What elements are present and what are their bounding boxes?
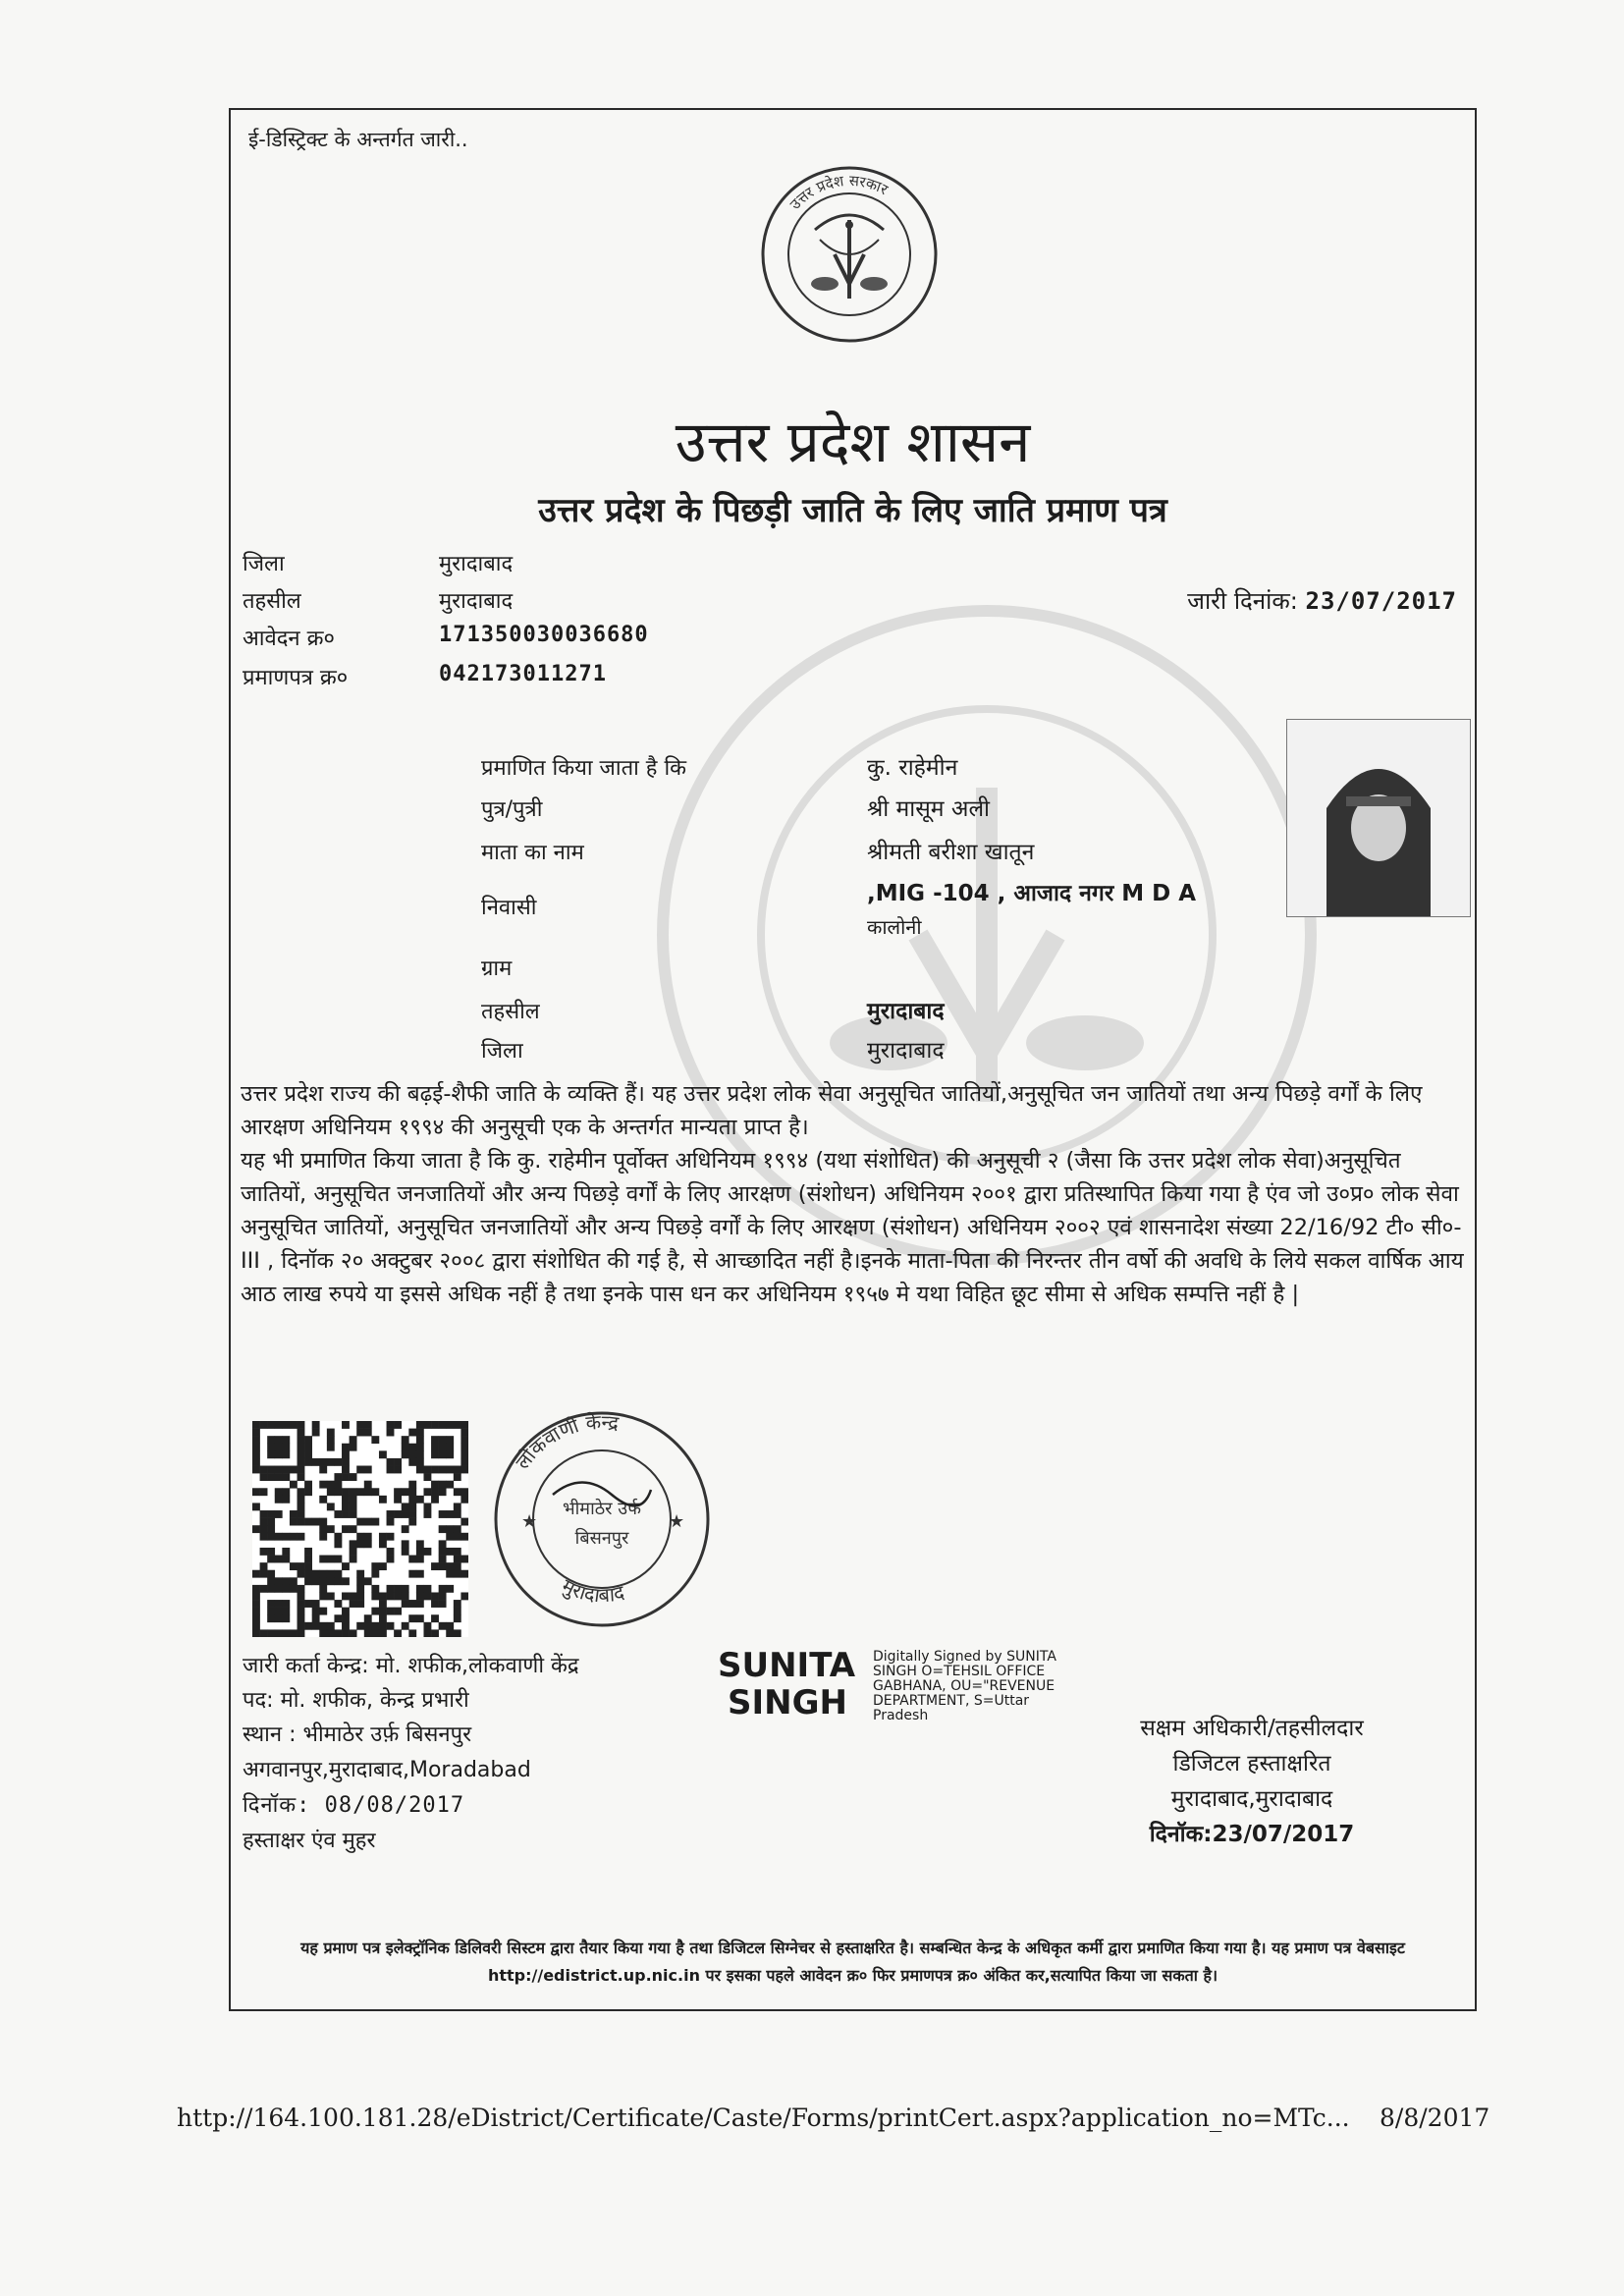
applicant-photo	[1286, 719, 1471, 917]
tehsil-label: तहसील	[243, 589, 301, 614]
seal-star-left-icon: ★	[521, 1511, 538, 1532]
certificate-number-label: प्रमाणपत्र क्र०	[243, 666, 349, 690]
officer-digital-signed: डिजिटल हस्ताक्षरित	[1172, 1751, 1331, 1777]
officer-date: दिनॉक:23/07/2017	[1149, 1822, 1355, 1847]
issuer-date: दिनॉक: 08/08/2017	[243, 1793, 465, 1818]
print-url: http://164.100.181.28/eDistrict/Certificate/Caste/Forms/printCert.aspx?application_no=MTc...	[177, 2104, 1350, 2132]
detail-value-address: ,MIG -104 , आजाद नगर M D A	[867, 881, 1197, 906]
svg-text:मुरादाबाद	[558, 1574, 626, 1608]
seal-middle-line2: बिसनपुर	[574, 1528, 629, 1549]
detail-label-parent: पुत्र/पुत्री	[481, 797, 543, 822]
issue-date	[1187, 584, 1457, 617]
signature-name-line2: SINGH	[728, 1683, 847, 1722]
lokvani-seal	[484, 1401, 720, 1637]
detail-label-district: जिला	[481, 1039, 523, 1064]
detail-label-mother: माता का नाम	[481, 841, 584, 865]
issue-date-value: 23/07/2017	[1305, 587, 1457, 615]
detail-label-certified: प्रमाणित किया जाता है कि	[481, 756, 687, 781]
certificate-frame	[229, 108, 1477, 2011]
tehsil-value: मुरादाबाद	[439, 589, 514, 614]
district-label: जिला	[243, 552, 285, 576]
seal-star-right-icon: ★	[669, 1511, 685, 1532]
certificate-title: उत्तर प्रदेश के पिछड़ी जाति के लिए जाति प्रमाण पत्र	[538, 491, 1167, 530]
certificate-body	[241, 1077, 1466, 1311]
svg-text:उत्तर प्रदेश सरकार	[786, 172, 892, 213]
svg-text:लोकवाणी केन्द्र	[511, 1410, 621, 1474]
emblem-caption: उत्तर प्रदेश सरकार	[785, 171, 892, 214]
digital-signature-name	[718, 1647, 875, 1722]
application-number-label: आवेदन क्र०	[243, 627, 335, 651]
detail-value-mother: श्रीमती बरीशा खातून	[867, 840, 1035, 865]
print-date: 8/8/2017	[1380, 2104, 1490, 2132]
digital-signature-detail: Digitally Signed by SUNITA SINGH O=TEHSIL OFFICE GABHANA, OU="REVENUE DEPARTMENT, S=Uttar Pradesh	[873, 1649, 1056, 1723]
issue-date-label: जारी दिनांक:	[1187, 587, 1298, 615]
issuer-sign-seal: हस्ताक्षर एंव मुहर	[243, 1829, 376, 1853]
detail-label-resident: निवासी	[481, 896, 537, 920]
detail-label-tehsil: तहसील	[481, 1000, 540, 1024]
detail-value-tehsil: मुरादाबाद	[867, 999, 945, 1024]
issuer-location: स्थान : भीमाठेर उर्फ़ बिसनपुर	[243, 1722, 472, 1747]
qr-code	[252, 1421, 468, 1637]
detail-value-district: मुरादाबाद	[867, 1038, 945, 1064]
caste-paragraph: उत्तर प्रदेश राज्य की बढ़ई-शैफी जाति के व्यक्ति हैं। यह उत्तर प्रदेश लोक सेवा अनुसूचित जातियों,अनुसूचित जन जातियों तथा अन्य पिछड़े वर्गों के लिए आरक्षण अधिनियम १९९४ की अनुसूची एक के अन्तर्गत मान्यता प्राप्त है।	[241, 1081, 1423, 1140]
detail-label-village: ग्राम	[481, 957, 513, 981]
footer-note: यह प्रमाण पत्र इलेक्ट्रॉनिक डिलिवरी सिस्टम द्वारा तैयार किया गया है तथा डिजिटल सिग्नेचर से हस्ताक्षरित है। सम्बन्धित केन्द्र के अधिकृत कर्मी द्वारा प्रमाणित किया गया है। यह प्रमाण पत्र वेबसाइट http://edistrict.up.nic.in पर इसका पहले आवेदन क्र० फिर प्रमाणपत्र क्र० अंकित कर,सत्यापित किया जा सकता है।	[300, 1939, 1405, 1985]
district-value: मुरादाबाद	[439, 552, 514, 576]
detail-value-address-line2: कालोनी	[867, 915, 922, 939]
detail-value-name: कु. राहेमीन	[867, 755, 958, 781]
issuer-center: जारी कर्ता केन्द्र: मो. शफीक,लोकवाणी केंद्र	[243, 1654, 579, 1678]
application-number: 171350030036680	[439, 623, 649, 647]
issuer-address: अगवानपुर,मुरादाबाद,Moradabad	[243, 1758, 531, 1782]
seal-middle-line1: भीमाठेर उर्फ	[562, 1499, 642, 1519]
detail-value-father: श्री मासूम अली	[867, 796, 990, 822]
up-government-emblem	[751, 161, 947, 348]
signature-name-line1: SUNITA	[718, 1646, 856, 1685]
seal-bottom-text: मुरादाबाद	[558, 1573, 626, 1608]
preamble-text: ई-डिस्ट्रिक्ट के अन्तर्गत जारी..	[248, 128, 468, 151]
government-title: उत्तर प्रदेश शासन	[675, 409, 1031, 475]
officer-location: मुरादाबाद,मुरादाबाद	[1170, 1786, 1333, 1812]
creamy-layer-paragraph: यह भी प्रमाणित किया जाता है कि कु. राहेमीन पूर्वोक्त अधिनियम १९९४ (यथा संशोधित) की अनुसूची २ (जैसा कि उत्तर प्रदेश लोक सेवा)अनुसूचित जातियों, अनुसूचित जनजातियों और अन्य पिछड़े वर्गों के लिए आरक्षण (संशोधन) अधिनियम २००१ द्वारा प्रतिस्थापित किया गया है एंव जो उ०प्र० लोक सेवा अनुसूचित जातियों, अनुसूचित जनजातियों और अन्य पिछड़े वर्गों के लिए आरक्षण (संशोधन) अधिनियम २००२ एवं शासनादेश संख्या 22/16/92 टी० सी०-III , दिनॉक २० अक्टुबर २००८ द्वारा संशोधित की गई है, से आच्छादित नहीं है।इनके माता-पिता की निरन्तर तीन वर्षो की अवधि के लिये सकल वार्षिक आय आठ लाख रुपये या इससे अधिक नहीं है तथा इनके पास धन कर अधिनियम १९५७ मे यथा विहित छूट सीमा से अधिक सम्पत्ति नहीं है |	[241, 1148, 1464, 1307]
officer-title: सक्षम अधिकारी/तहसीलदार	[1140, 1716, 1364, 1741]
issuer-designation: पद: मो. शफीक, केन्द्र प्रभारी	[243, 1688, 469, 1713]
seal-top-text: लोकवाणी केन्द्र	[511, 1409, 621, 1474]
certificate-number: 042173011271	[439, 662, 607, 686]
